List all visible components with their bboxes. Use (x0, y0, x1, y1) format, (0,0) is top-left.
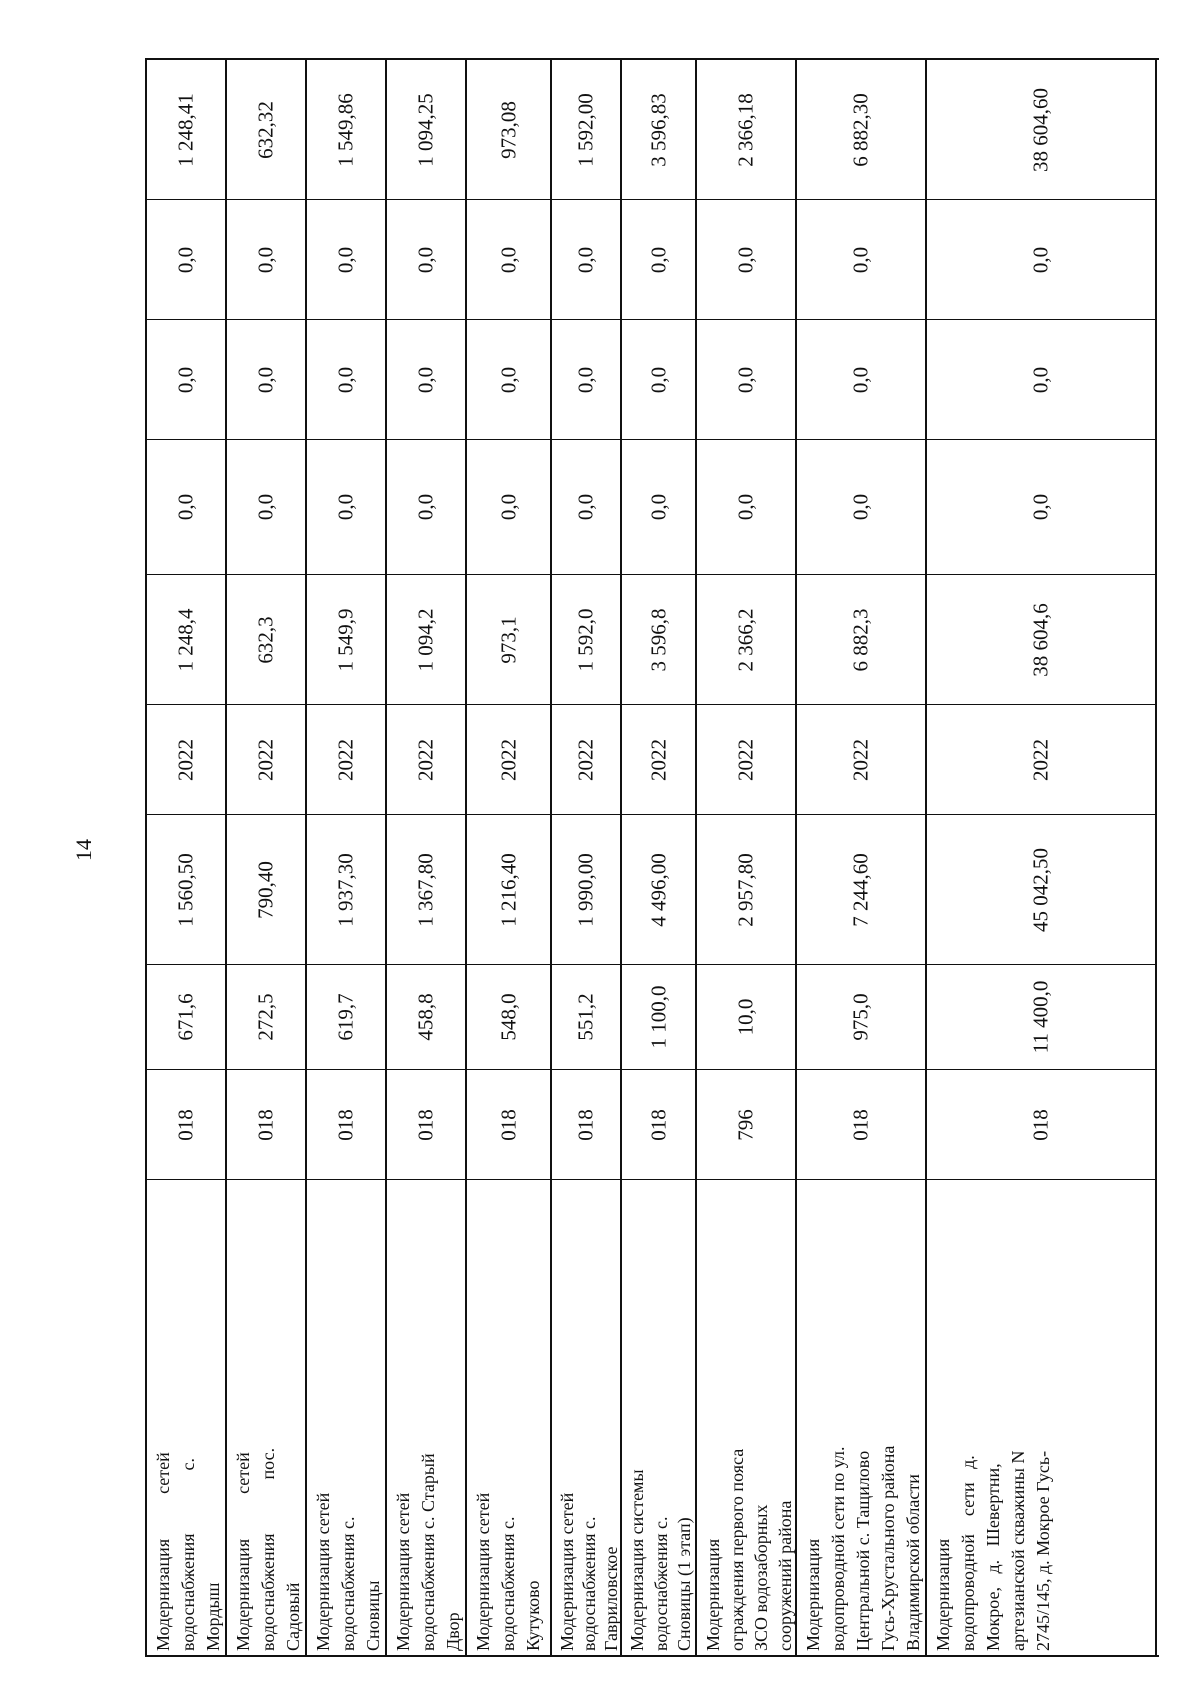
cell-code (927, 1070, 1155, 1180)
cell-cost (467, 815, 550, 965)
year-value: 2022 (253, 738, 278, 781)
cell-code (697, 1070, 795, 1180)
sum-value: 1 592,00 (573, 92, 598, 167)
c2-value: 0,0 (1028, 366, 1053, 393)
volume-value: 671,6 (173, 993, 198, 1041)
year-value: 2022 (413, 738, 438, 781)
sum-value: 6 882,30 (848, 92, 873, 167)
cell-volume (307, 965, 385, 1070)
cell-sum (227, 60, 305, 200)
name-line: водопроводной сети по ул. (828, 1446, 848, 1651)
code-value: 018 (333, 1108, 358, 1141)
cell-total (552, 575, 620, 705)
sum-value: 38 604,60 (1028, 87, 1053, 172)
name-text (231, 1184, 306, 1651)
sum-value: 2 366,18 (733, 92, 758, 167)
cell-volume (387, 965, 465, 1070)
cell-cost (387, 815, 465, 965)
total-value: 1 248,4 (173, 608, 198, 671)
cell-name (307, 1180, 385, 1655)
cell-year (927, 705, 1155, 815)
volume-value: 458,8 (413, 993, 438, 1041)
name-line: Владимирской области (903, 1474, 923, 1651)
table-row (387, 60, 467, 1655)
year-value: 2022 (646, 738, 670, 781)
cell-total (797, 575, 925, 705)
name-line: Мокрое, д. Шевертни, (983, 1463, 1003, 1651)
name-line: Гусь-Хрустального района (878, 1445, 898, 1651)
c3-value: 0,0 (573, 493, 598, 521)
c2-value: 0,0 (333, 366, 358, 393)
cell-cost (622, 815, 695, 965)
c3-value: 0,0 (253, 493, 278, 521)
cell-name (927, 1180, 1155, 1655)
cell-c3 (797, 440, 925, 575)
cell-c1 (622, 200, 695, 320)
cost-value: 1 367,80 (413, 852, 438, 927)
c2-value: 0,0 (253, 366, 278, 393)
cell-total (227, 575, 305, 705)
cell-c3 (927, 440, 1155, 575)
total-value: 6 882,3 (848, 608, 873, 671)
cell-c3 (622, 440, 695, 575)
cost-value: 45 042,50 (1028, 847, 1053, 932)
cell-cost (927, 815, 1155, 965)
cell-sum (467, 60, 550, 200)
table-row (622, 60, 697, 1655)
cell-name (797, 1180, 925, 1655)
name-line: Модернизация системы (627, 1469, 647, 1651)
name-line: Сновицы (363, 1580, 383, 1651)
cell-c2 (622, 320, 695, 440)
volume-value: 619,7 (333, 993, 358, 1041)
name-text (311, 1184, 386, 1651)
name-text (556, 1184, 622, 1651)
total-value: 38 604,6 (1028, 602, 1053, 677)
cell-volume (797, 965, 925, 1070)
volume-value: 1 100,0 (646, 985, 670, 1049)
table-row (697, 60, 797, 1655)
c1-value: 0,0 (848, 246, 873, 273)
cell-name (387, 1180, 465, 1655)
cell-c1 (552, 200, 620, 320)
sum-value: 1 549,86 (333, 92, 358, 167)
cell-c2 (147, 320, 225, 440)
cell-year (227, 705, 305, 815)
cell-cost (307, 815, 385, 965)
cell-name (147, 1180, 225, 1655)
page-number: 14 (71, 839, 96, 861)
c2-value: 0,0 (733, 366, 758, 393)
c2-value: 0,0 (413, 366, 438, 393)
name-line: Модернизация (803, 1538, 823, 1651)
cell-volume (622, 965, 695, 1070)
cell-code (307, 1070, 385, 1180)
name-text (391, 1184, 466, 1651)
table-row (227, 60, 307, 1655)
c1-value: 0,0 (1028, 246, 1053, 273)
name-line: Двор (443, 1612, 463, 1651)
c2-value: 0,0 (173, 366, 198, 393)
cell-name (622, 1180, 695, 1655)
cell-sum (552, 60, 620, 200)
cell-name (697, 1180, 795, 1655)
code-value: 018 (413, 1108, 438, 1141)
cost-value: 790,40 (253, 860, 278, 919)
cell-c2 (387, 320, 465, 440)
cost-value: 7 244,60 (848, 852, 873, 927)
code-value: 018 (253, 1108, 278, 1141)
cell-year (697, 705, 795, 815)
cell-name (227, 1180, 305, 1655)
name-line: Сновицы (1 этап) (674, 1517, 695, 1651)
cell-c1 (227, 200, 305, 320)
sum-value: 973,08 (496, 100, 520, 159)
cell-code (467, 1070, 550, 1180)
table-row (552, 60, 622, 1655)
cell-sum (797, 60, 925, 200)
name-text (626, 1184, 697, 1651)
code-value: 018 (573, 1108, 598, 1141)
cell-c3 (387, 440, 465, 575)
cell-code (387, 1070, 465, 1180)
name-text (151, 1184, 226, 1651)
cell-c3 (227, 440, 305, 575)
name-line: артезианской скважины N (1008, 1450, 1028, 1651)
cell-c1 (467, 200, 550, 320)
cell-total (387, 575, 465, 705)
cell-volume (927, 965, 1155, 1070)
cost-value: 2 957,80 (733, 852, 758, 927)
name-line: сооружений района (775, 1500, 795, 1651)
total-value: 1 592,0 (573, 608, 598, 671)
name-line: водоснабжения с. (178, 1457, 198, 1651)
cell-c2 (927, 320, 1155, 440)
cost-value: 1 560,50 (173, 852, 198, 927)
cell-total (697, 575, 795, 705)
name-line: Модернизация сетей (473, 1492, 493, 1651)
cell-c3 (307, 440, 385, 575)
cell-c2 (467, 320, 550, 440)
c2-value: 0,0 (848, 366, 873, 393)
cell-c1 (387, 200, 465, 320)
volume-value: 975,0 (848, 993, 873, 1041)
cell-code (622, 1070, 695, 1180)
cell-c1 (307, 200, 385, 320)
cell-year (307, 705, 385, 815)
cell-c1 (927, 200, 1155, 320)
c1-value: 0,0 (496, 246, 520, 273)
c3-value: 0,0 (496, 493, 520, 521)
cost-value: 1 937,30 (333, 852, 358, 927)
year-value: 2022 (1028, 738, 1053, 781)
name-line: Модернизация сетей (153, 1452, 173, 1651)
cell-sum (147, 60, 225, 200)
cell-volume (552, 965, 620, 1070)
cell-year (387, 705, 465, 815)
cell-code (147, 1070, 225, 1180)
year-value: 2022 (733, 738, 758, 781)
cell-cost (147, 815, 225, 965)
name-line: водоснабжения с. (498, 1516, 518, 1651)
c1-value: 0,0 (573, 246, 598, 273)
name-line: водоснабжения с. (650, 1516, 671, 1651)
name-line: Садовый (283, 1582, 303, 1651)
name-text (701, 1184, 797, 1651)
code-value: 018 (173, 1108, 198, 1141)
cell-c1 (147, 200, 225, 320)
name-line: Модернизация сетей (233, 1452, 253, 1651)
table-row (147, 60, 227, 1655)
volume-value: 272,5 (253, 993, 278, 1041)
cell-total (927, 575, 1155, 705)
cell-year (622, 705, 695, 815)
name-line: Модернизация сетей (313, 1492, 333, 1651)
cell-c3 (467, 440, 550, 575)
sum-value: 3 596,83 (646, 92, 670, 167)
cell-c3 (147, 440, 225, 575)
name-text (801, 1184, 926, 1651)
cell-c2 (552, 320, 620, 440)
c2-value: 0,0 (573, 366, 598, 393)
c1-value: 0,0 (253, 246, 278, 273)
cell-sum (622, 60, 695, 200)
name-line: Модернизация (703, 1538, 723, 1651)
sum-value: 632,32 (253, 100, 278, 159)
cell-c2 (307, 320, 385, 440)
cell-year (797, 705, 925, 815)
cell-sum (697, 60, 795, 200)
c1-value: 0,0 (646, 246, 670, 273)
name-line: Кутуково (523, 1580, 543, 1651)
year-value: 2022 (333, 738, 358, 781)
cell-code (797, 1070, 925, 1180)
table-row (307, 60, 387, 1655)
name-line: Мордыш (203, 1582, 223, 1651)
table-row (797, 60, 927, 1655)
cell-c3 (552, 440, 620, 575)
name-line: Центральной с. Тащилово (853, 1450, 873, 1651)
cell-year (467, 705, 550, 815)
cell-total (467, 575, 550, 705)
year-value: 2022 (173, 738, 198, 781)
year-value: 2022 (573, 738, 598, 781)
total-value: 632,3 (253, 615, 278, 664)
name-line: 2745/145, д. Мокрое Гусь- (1033, 1450, 1053, 1651)
table-row (467, 60, 552, 1655)
c3-value: 0,0 (646, 493, 670, 521)
name-line: Модернизация сетей (393, 1492, 413, 1651)
volume-value: 548,0 (496, 993, 520, 1041)
cell-cost (697, 815, 795, 965)
name-line: Модернизация (933, 1538, 953, 1651)
name-line: водопроводной сети д. (958, 1455, 978, 1651)
cell-total (622, 575, 695, 705)
name-line: ЗСО водозаборных (751, 1504, 771, 1651)
cell-c3 (697, 440, 795, 575)
cost-value: 4 496,00 (646, 852, 670, 927)
volume-value: 551,2 (573, 993, 598, 1041)
cell-total (307, 575, 385, 705)
cell-volume (697, 965, 795, 1070)
code-value: 018 (496, 1108, 520, 1141)
year-value: 2022 (496, 738, 520, 781)
sum-value: 1 248,41 (173, 92, 198, 167)
table-row (927, 60, 1157, 1655)
name-line: ограждения первого пояса (727, 1448, 747, 1651)
code-value: 018 (848, 1108, 873, 1141)
c3-value: 0,0 (848, 493, 873, 521)
cell-code (552, 1070, 620, 1180)
c1-value: 0,0 (413, 246, 438, 273)
cell-volume (467, 965, 550, 1070)
code-value: 018 (646, 1108, 670, 1141)
total-value: 1 094,2 (413, 608, 438, 671)
name-line: водоснабжения пос. (258, 1447, 278, 1651)
cell-sum (387, 60, 465, 200)
cost-value: 1 216,40 (496, 852, 520, 927)
name-line: Модернизация сетей (557, 1492, 577, 1651)
cell-c2 (227, 320, 305, 440)
c3-value: 0,0 (173, 493, 198, 521)
code-value: 018 (1028, 1108, 1053, 1141)
cell-code (227, 1070, 305, 1180)
cell-cost (797, 815, 925, 965)
cell-cost (552, 815, 620, 965)
cell-c1 (697, 200, 795, 320)
c3-value: 0,0 (333, 493, 358, 521)
cost-value: 1 990,00 (573, 852, 598, 927)
name-line: водоснабжения с. Старый (418, 1453, 438, 1651)
c3-value: 0,0 (733, 493, 758, 521)
c1-value: 0,0 (173, 246, 198, 273)
cell-name (467, 1180, 550, 1655)
volume-value: 10,0 (733, 998, 758, 1036)
volume-value: 11 400,0 (1028, 980, 1053, 1054)
c2-value: 0,0 (496, 366, 520, 393)
code-value: 796 (733, 1108, 758, 1141)
cell-name (552, 1180, 620, 1655)
name-text (931, 1184, 1056, 1651)
total-value: 2 366,2 (733, 608, 758, 671)
sum-value: 1 094,25 (413, 92, 438, 167)
total-value: 1 549,9 (333, 608, 358, 671)
total-value: 973,1 (496, 615, 520, 664)
cell-c2 (797, 320, 925, 440)
cell-year (147, 705, 225, 815)
name-text (471, 1184, 546, 1651)
cell-c2 (697, 320, 795, 440)
name-line: Гавриловское (601, 1546, 621, 1651)
budget-table (145, 58, 1159, 1657)
cell-volume (147, 965, 225, 1070)
year-value: 2022 (848, 738, 873, 781)
cell-sum (307, 60, 385, 200)
total-value: 3 596,8 (646, 608, 670, 671)
cell-sum (927, 60, 1155, 200)
cell-cost (227, 815, 305, 965)
c1-value: 0,0 (733, 246, 758, 273)
name-line: водоснабжения с. (338, 1516, 358, 1651)
cell-volume (227, 965, 305, 1070)
c3-value: 0,0 (1028, 493, 1053, 521)
cell-total (147, 575, 225, 705)
cell-c1 (797, 200, 925, 320)
name-line: водоснабжения с. (579, 1516, 599, 1651)
c1-value: 0,0 (333, 246, 358, 273)
cell-year (552, 705, 620, 815)
c3-value: 0,0 (413, 493, 438, 521)
c2-value: 0,0 (646, 366, 670, 393)
